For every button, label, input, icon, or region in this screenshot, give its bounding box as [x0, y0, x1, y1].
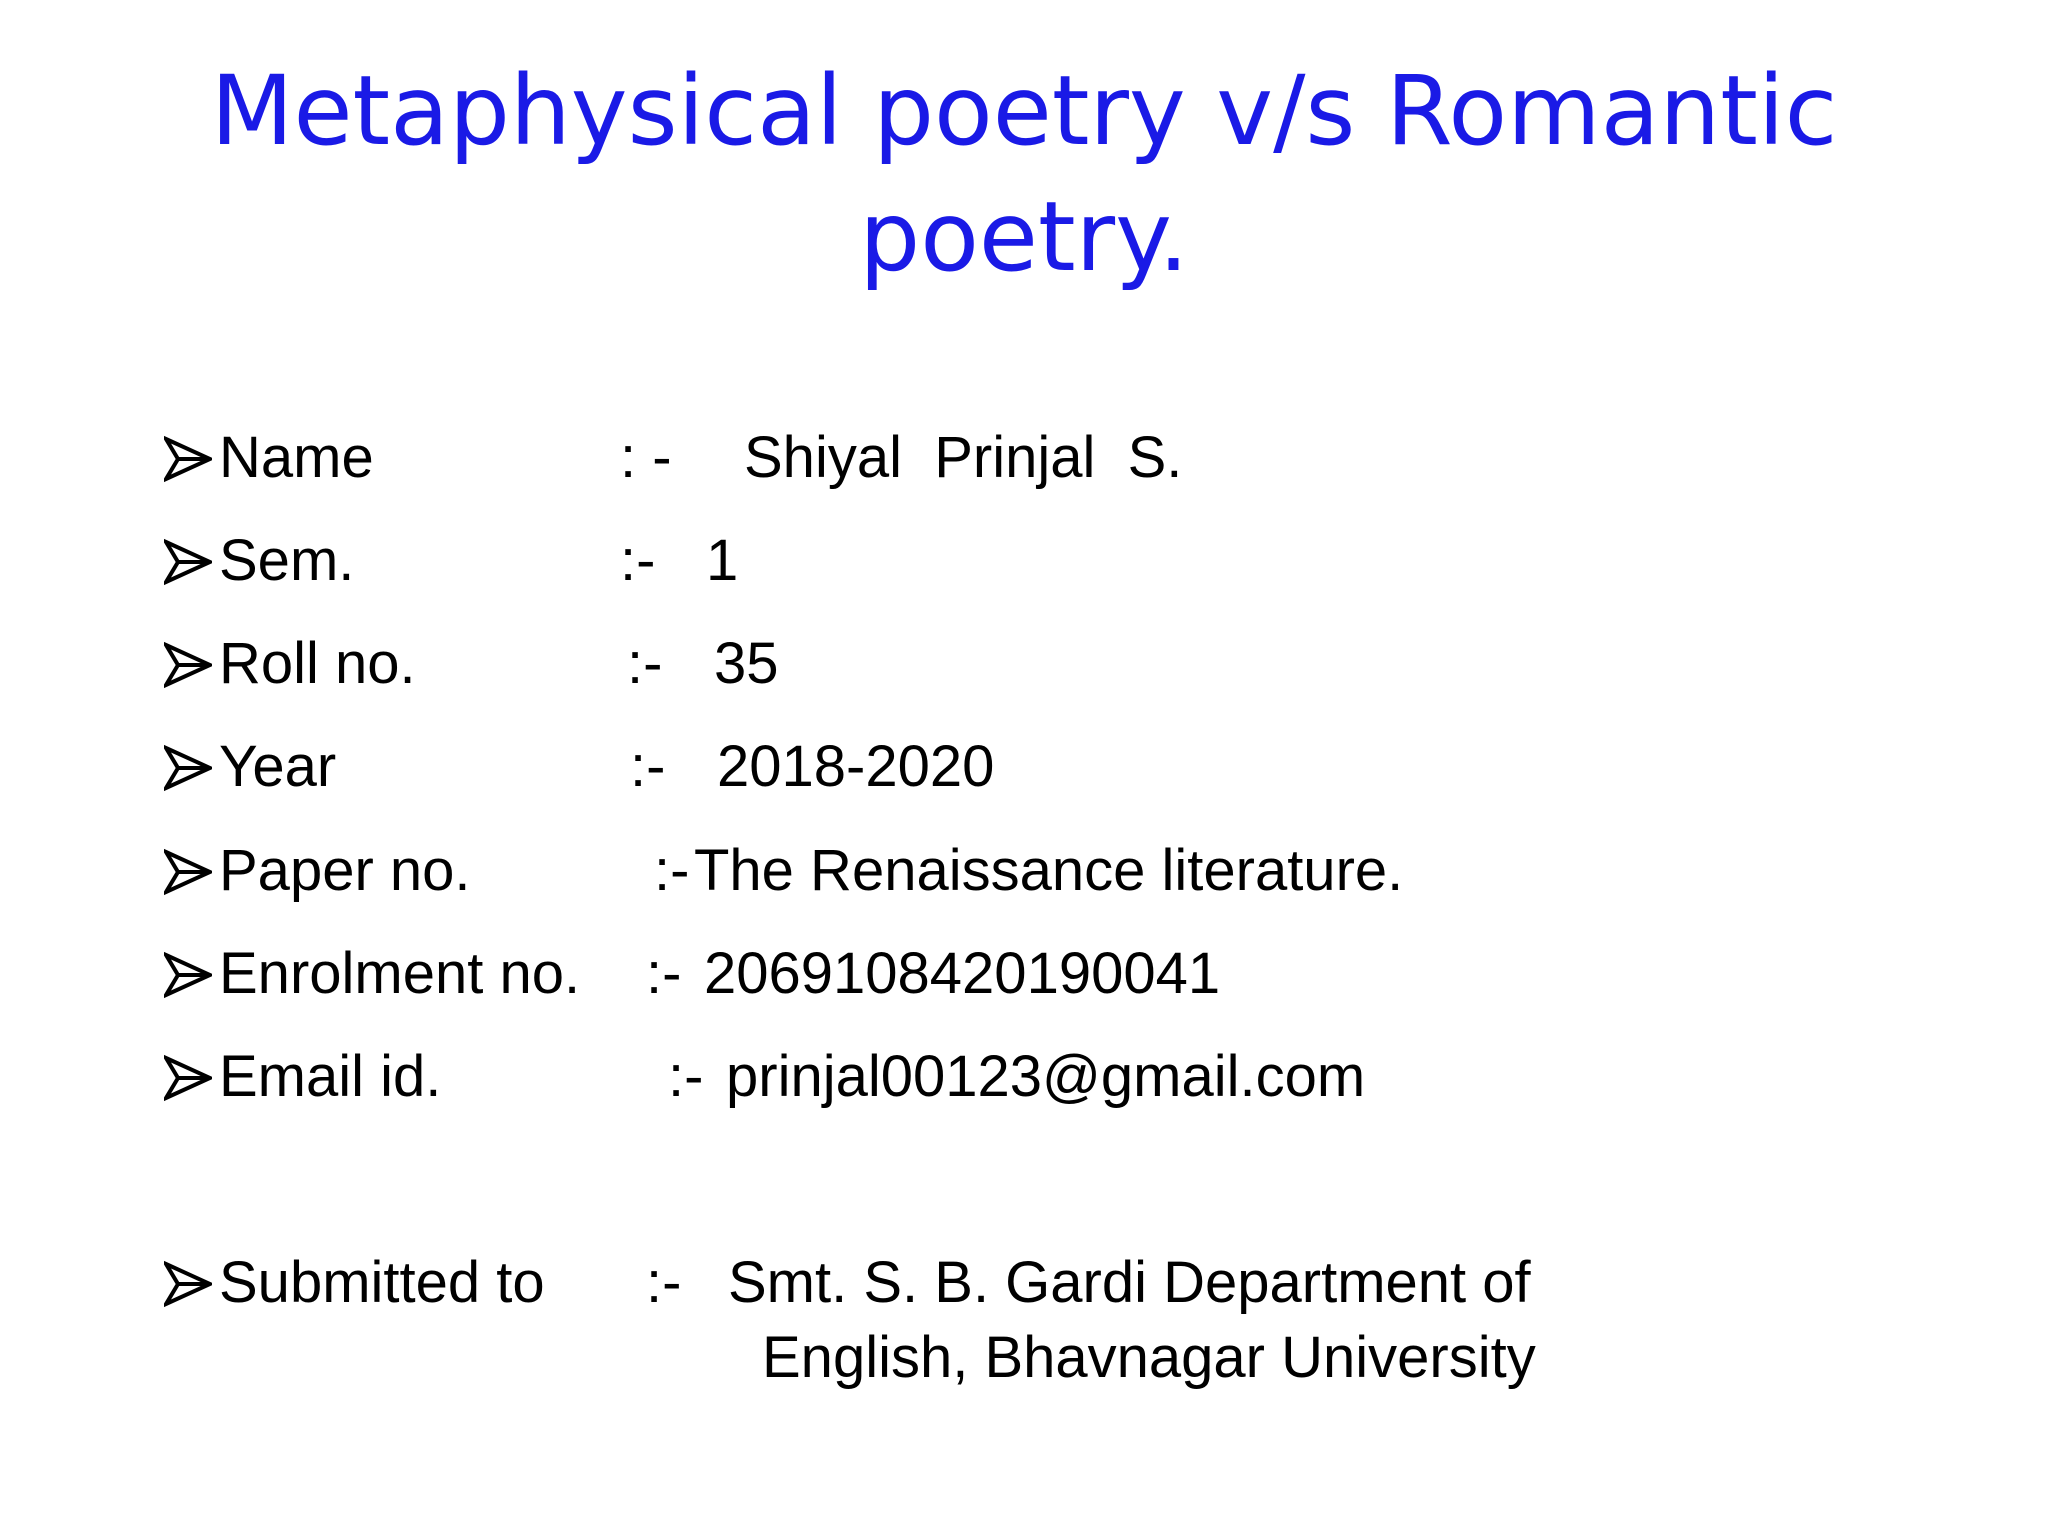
detail-separator: : - [620, 425, 672, 490]
detail-label: Enrolment no. [219, 941, 581, 1006]
detail-value-continuation: English, Bhavnagar University [762, 1325, 1536, 1390]
arrow-bullet-icon [164, 641, 212, 689]
arrow-bullet-icon [164, 951, 212, 999]
detail-value: Smt. S. B. Gardi Department of [728, 1250, 1531, 1315]
arrow-bullet-icon [164, 848, 212, 896]
detail-value: Shiyal Prinjal S. [744, 425, 1183, 490]
detail-separator: :- [646, 941, 682, 1006]
slide-title-line-1: Metaphysical poetry v/s Romantic [210, 55, 1838, 167]
detail-value: 1 [706, 528, 739, 593]
arrow-bullet-icon [164, 1260, 212, 1308]
detail-value: prinjal00123@gmail.com [726, 1044, 1366, 1109]
detail-label: Email id. [219, 1044, 442, 1109]
detail-separator: :- [620, 528, 656, 593]
detail-separator: :- [630, 734, 666, 799]
detail-value: The Renaissance literature. [694, 838, 1404, 903]
detail-value: 2069108420190041 [704, 941, 1221, 1006]
arrow-bullet-icon [164, 538, 212, 586]
detail-label: Paper no. [219, 838, 471, 903]
detail-label: Sem. [219, 528, 355, 593]
slide-title-line-2: poetry. [859, 181, 1189, 293]
arrow-bullet-icon [164, 1054, 212, 1102]
detail-label: Year [219, 734, 337, 799]
arrow-bullet-icon [164, 744, 212, 792]
detail-label: Roll no. [219, 631, 416, 696]
detail-value: 35 [714, 631, 779, 696]
detail-value: 2018-2020 [717, 734, 995, 799]
detail-label: Name [219, 425, 374, 490]
detail-separator: :- [654, 838, 690, 903]
detail-separator: :- [627, 631, 663, 696]
detail-separator: :- [646, 1250, 682, 1315]
arrow-bullet-icon [164, 435, 212, 483]
detail-label: Submitted to [219, 1250, 545, 1315]
detail-separator: :- [668, 1044, 704, 1109]
